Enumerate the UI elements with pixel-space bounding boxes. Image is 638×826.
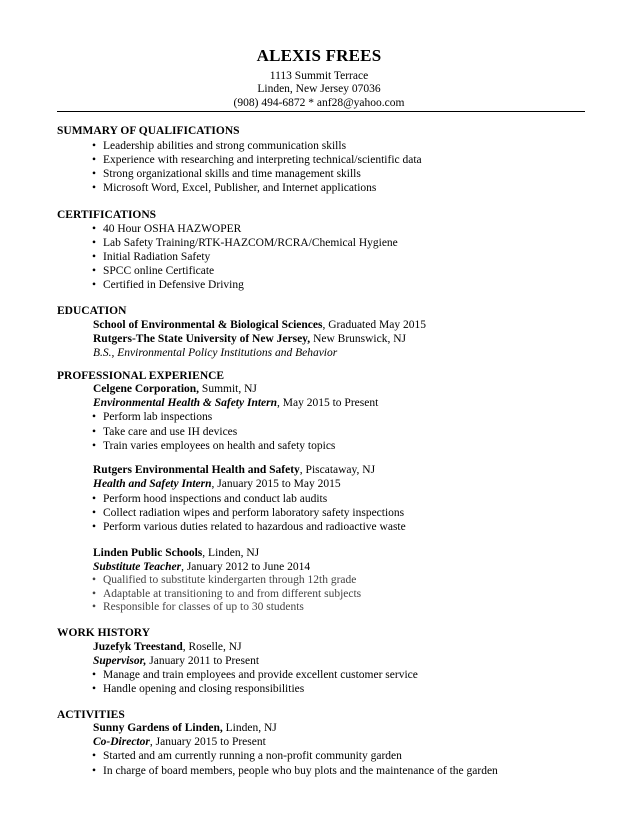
- job-role: Health and Safety Intern, January 2015 to May 2015: [93, 478, 341, 490]
- contact-info: (908) 494-6872 * anf28@yahoo.com: [233, 97, 405, 109]
- bullet-icon: •: [92, 237, 97, 249]
- bullet-icon: •: [92, 154, 97, 166]
- experience-heading: PROFESSIONAL EXPERIENCE: [57, 370, 225, 382]
- certifications-heading: CERTIFICATIONS: [57, 209, 157, 221]
- bullet-icon: •: [92, 493, 97, 505]
- bullet-icon: •: [92, 426, 97, 438]
- bullet-icon: •: [92, 411, 97, 423]
- candidate-name: ALEXIS FREES: [256, 46, 382, 65]
- activity-role: Co-Director, January 2015 to Present: [93, 736, 266, 748]
- bullet-icon: •: [92, 251, 97, 263]
- job-role: Substitute Teacher, January 2012 to June 2014: [93, 561, 311, 573]
- bullet-icon: •: [92, 182, 97, 194]
- list-item: • Strong organizational skills and time management skills: [92, 168, 361, 180]
- list-item: • Qualified to substitute kindergarten through 12th grade: [92, 574, 357, 586]
- bullet-icon: •: [92, 265, 97, 277]
- job-role: Supervisor, January 2011 to Present: [93, 655, 260, 667]
- list-item: • SPCC online Certificate: [92, 265, 215, 277]
- bullet-icon: •: [92, 750, 97, 762]
- list-item: • Leadership abilities and strong communication skills: [92, 140, 347, 152]
- bullet-icon: •: [92, 168, 97, 180]
- list-item: • Responsible for classes of up to 30 students: [92, 601, 304, 613]
- job-org: Celgene Corporation, Summit, NJ: [93, 383, 257, 395]
- list-item: • Take care and use IH devices: [92, 426, 238, 438]
- list-item: • Certified in Defensive Driving: [92, 279, 244, 291]
- summary-heading: SUMMARY OF QUALIFICATIONS: [57, 125, 240, 137]
- list-item: • Lab Safety Training/RTK-HAZCOM/RCRA/Chemical Hygiene: [92, 237, 398, 249]
- list-item: • Handle opening and closing responsibilities: [92, 683, 305, 695]
- list-item: • Experience with researching and interpreting technical/scientific data: [92, 154, 422, 166]
- bullet-icon: •: [92, 601, 97, 613]
- bullet-icon: •: [92, 279, 97, 291]
- degree-line: B.S., Environmental Policy Institutions and Behavior: [93, 347, 338, 359]
- list-item: • Train varies employees on health and safety topics: [92, 440, 336, 452]
- list-item: • Perform hood inspections and conduct lab audits: [92, 493, 328, 505]
- list-item: • Perform lab inspections: [92, 411, 213, 423]
- list-item: • In charge of board members, people who buy plots and the maintenance of the garden: [92, 765, 498, 777]
- list-item: • Manage and train employees and provide excellent customer service: [92, 669, 418, 681]
- job-org: Juzefyk Treestand, Roselle, NJ: [93, 641, 242, 653]
- bullet-icon: •: [92, 765, 97, 777]
- job-org: Rutgers Environmental Health and Safety, Piscataway, NJ: [93, 464, 376, 476]
- bullet-icon: •: [92, 588, 97, 600]
- university-line: Rutgers-The State University of New Jersey, New Brunswick, NJ: [93, 333, 407, 345]
- list-item: • Initial Radiation Safety: [92, 251, 211, 263]
- list-item: • Started and am currently running a non-profit community garden: [92, 750, 402, 762]
- bullet-icon: •: [92, 140, 97, 152]
- work-history-heading: WORK HISTORY: [57, 627, 150, 639]
- bullet-icon: •: [92, 683, 97, 695]
- bullet-icon: •: [92, 223, 97, 235]
- activities-heading: ACTIVITIES: [57, 709, 125, 721]
- bullet-icon: •: [92, 669, 97, 681]
- bullet-icon: •: [92, 507, 97, 519]
- job-org: Linden Public Schools, Linden, NJ: [93, 547, 260, 559]
- list-item: • 40 Hour OSHA HAZWOPER: [92, 223, 242, 235]
- school-line: School of Environmental & Biological Sciences, Graduated May 2015: [93, 319, 426, 331]
- bullet-icon: •: [92, 521, 97, 533]
- activity-org: Sunny Gardens of Linden, Linden, NJ: [93, 722, 277, 734]
- list-item: • Perform various duties related to hazardous and radioactive waste: [92, 521, 406, 533]
- street-address: 1113 Summit Terrace: [269, 70, 369, 82]
- city-address: Linden, New Jersey 07036: [257, 83, 381, 95]
- list-item: • Microsoft Word, Excel, Publisher, and Internet applications: [92, 182, 377, 194]
- bullet-icon: •: [92, 440, 97, 452]
- header-divider: [57, 111, 585, 112]
- bullet-icon: •: [92, 574, 97, 586]
- education-heading: EDUCATION: [57, 305, 127, 317]
- list-item: • Collect radiation wipes and perform laboratory safety inspections: [92, 507, 405, 519]
- list-item: • Adaptable at transitioning to and from different subjects: [92, 588, 362, 600]
- job-role: Environmental Health & Safety Intern, May 2015 to Present: [93, 397, 379, 409]
